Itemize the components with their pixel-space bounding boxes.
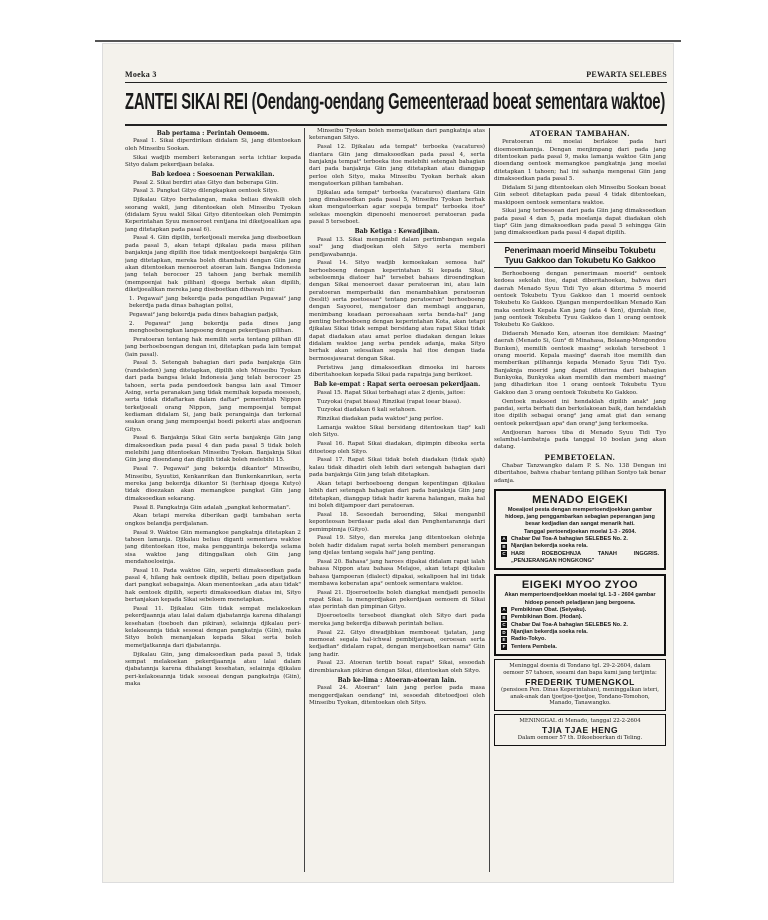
section-heading: Bab Ketiga : Kewadjiban. bbox=[354, 227, 440, 235]
paragraph: Akan tetapi mereka diberikan gadji tambahan serta ongkos belandja perdjalanan. bbox=[125, 513, 301, 527]
masthead-rule bbox=[125, 82, 667, 83]
headline-rule bbox=[125, 124, 667, 126]
section-heading: Bab pertama : Perintah Oemoem. bbox=[156, 129, 270, 137]
school-admission-headline: Penerimaan moerid Minseibu Tokubetu Tyuu Gakkoo dan Tokubetu Ko Gakkoo bbox=[494, 242, 666, 268]
ad-list-item bbox=[501, 644, 659, 651]
item-text: Njanjian bekerdja soeka rela. bbox=[511, 543, 588, 550]
paragraph: Pasal 11. Djikalau Giin tidak sempat melakoekan pekerdjaannja atau lalai dalam djabatannja karena dihalangi kesehatan (toeboeh dan pikiran), selainnja djikalau peri-kelakoeannja tidak sesoeai dengan pangkatnja (Giin), maka Sityo boleh menanjakan kepada Sikai serta boleh memetjatkannja dari djabatannja. bbox=[125, 605, 301, 649]
paragraph: Pasal 23. Atoeran tertib boeat rapat² Sikai, sesoedah dirembiarakan pikiran dengan Sikai, ditentoekan oleh Sityo. bbox=[309, 660, 485, 674]
paragraph: Pasal 1. Sikai diperdirikan didalam Si, jang ditentoekan oleh Minseibu Sookan. bbox=[125, 138, 301, 152]
paragraph: Djikalau Gityo berhalangan, maka beliau diwakili oleh seorang wakil, jang ditentoekan oleh Minseibu Tyokan (didalam Syuu wakil Sikai Gityo ditentoekan oleh Pemimpin Keperintahan Syuu menoeroet rentjana ini diketjoealikan apa jang ditetapkan pada pasal 6). bbox=[125, 197, 301, 233]
newspaper-page bbox=[103, 44, 673, 882]
item-text: Chabar Dai Toa-A bahagian SELEBES No. 2. bbox=[511, 535, 628, 542]
column-divider bbox=[489, 128, 490, 872]
obituary-intro: Meninggal doenia di Tondano tgl. 29-2-2604, dalam oemoer 57 tahoen, soeami dan bapa kami jang tertjinta: bbox=[503, 663, 657, 677]
paragraph: 1. Pegawai² jang bekerdja pada pengadilan Pegawai² jang bekerdja pada dinas bahagian polisi, bbox=[129, 295, 301, 310]
item-letter-badge: A bbox=[502, 607, 506, 613]
obituary-name: TJIA TJAE HENG bbox=[541, 725, 619, 735]
paragraph: Tuzyokai diadakan 6 kali setahoen. bbox=[317, 407, 417, 414]
item-letter-badge: B bbox=[502, 543, 506, 549]
paragraph: Andjoeran haroes tiba di Menado Syuu Tidi Tyo selambat-lambatnja pada tanggal 10 boelan jang akan datang. bbox=[494, 429, 666, 451]
paragraph: Pasal 2. Sikai berdiri atas Gityo dan beberapa Giin. bbox=[133, 179, 279, 186]
ad-list-item bbox=[501, 636, 659, 643]
eigeki-myoo-zyoo-ad bbox=[494, 574, 666, 656]
school-admission-article bbox=[494, 271, 666, 452]
item-text: Radio-Tokyo. bbox=[511, 636, 547, 643]
item-text: HARI ROEBOEHNJA TANAH INGGRIS. „PENJERANGAN HONGKONG" bbox=[511, 550, 659, 564]
paragraph: Pasal 3. Pangkat Gityo dilengkapkan oentoek Sityo. bbox=[133, 188, 279, 195]
paragraph: Djoeroetoelis tersebeot diangkat oleh Sityo dari pada mereka jang bekerdja dibawah perintah beliau. bbox=[309, 613, 485, 627]
paragraph: Pasal 19. Sityo, dan mereka jang ditentoekan olehnja boleh hadir didalam rapat serta boleh memberi penerangan jang djelas tentang segala hal² jang penting. bbox=[309, 535, 485, 557]
paragraph: Oentoek maksoed ini hendaklah dipilih anak² jang pandai, serta berhati dan berkelakoean baik, dan hendaklah itoe dipilih sebagai orang² jang amat giat dan senang oentoek pekerdjaan apa² dan orang² jang terkemoeka. bbox=[494, 398, 666, 427]
ad-list-item bbox=[501, 551, 659, 566]
paragraph: Pasal 6. Banjaknja Sikai Giin serta banjaknja Giin jang dimaksoedkan pada pasal 4 dan pada pasal 5 tidak boleh melebihi jang ditentoekan Minseibu Tyokan. Banjaknja Sikai Giin jang dioendang dan dipilih tidak boleh melebihi 15. bbox=[125, 435, 301, 464]
paragraph: Pasal 8. Pangkatnja Giin adalah „pangkat kehormatan". bbox=[133, 504, 291, 511]
item-letter-badge: B bbox=[502, 614, 506, 620]
paragraph: Pasal 4. Giin dipilih, terketjoeali mereka jang diseboetkan pada pasal 5, akan tetapi djikalau pada masa pilihan banjaknja jang dipilih itoe tidak mentjoekoepi banjaknja Giin jang ditetapkan, mereka boleh ditambahi dengan Giin jang akan ditentoekan menoeroet atoeran lain. Bangsa Indonesia jang telah berocoer 25 tahoen jang berhak memilih (mempoenjai hak pilihan) djoega berhak akan dipilih, diketjoealikan mereka jang diseboetkan dibawah ini: bbox=[125, 235, 301, 293]
section-heading: Bab ke-empat : Rapat serta oeroesan pekerdjaan. bbox=[313, 380, 481, 388]
page-headline: ZANTEI SIKAI REI (Oendang-oendang Gemeenteraad boeat sementara waktoe) bbox=[125, 88, 666, 114]
paragraph: Peratoeran tentang hak memilih serta tentang pilihan dll jang berhoeboengan dengan ini, ditetapkan pada lain tempat (lain pasal). bbox=[125, 336, 301, 358]
item-text: Pembikinan Bom. (Hodan). bbox=[511, 614, 583, 621]
ad-list-item bbox=[501, 543, 659, 550]
item-letter-badge: A bbox=[502, 536, 506, 542]
paragraph: Peristiwa jang dimaksoedkan dimoeka ini haroes diberitahoekan kepada Sikai pada rapatnja jang berikoet. bbox=[309, 364, 485, 378]
paragraph: Djikalau ada tempat² terboeka (vacatures) diantara Giin jang dimaksoedkan pada pasal 5, Minseibu Tyokan berhak akan mengatoerkan agar soepaja tempat² terboeka itoe² selekas moengkin dipenoehi menoeroet peratoeran pada pasal 5 terseboet. bbox=[309, 189, 485, 226]
ad-items bbox=[501, 607, 659, 651]
paragraph: Pasal 17. Rapat Sikai tidak boleh diadakan (tidak sjah) kalau tidak dihadiri oleh lebih dari setengah bahagian dari pada banjaknja Giin jang telah ditetapkan. bbox=[309, 457, 485, 479]
paragraph: Pasal 24. Atoeran² lain jang perloe pada masa menggerdjakan oendang² ini, sesoedah ditetoedjoei oleh Minseibu Tyokan, ditentoekan oleh Sityo. bbox=[309, 685, 485, 707]
item-letter-badge: F bbox=[502, 644, 506, 650]
masthead bbox=[125, 70, 667, 82]
paragraph: Rinzikai diadakan pada waktoe² jang perloe. bbox=[317, 416, 444, 423]
paragraph: Pegawai² jang bekerdja pada dines bahagian padjak, bbox=[129, 311, 279, 318]
paragraph: Pasal 18. Sesoedah beroending, Sikai menganbil keponteosan berdasar pada akal dan Penghentarannja dari pemimpinnja (Gityo). bbox=[309, 511, 485, 533]
ad-list-item bbox=[501, 622, 659, 629]
article-column-3 bbox=[494, 128, 666, 874]
ad-list-item bbox=[501, 614, 659, 621]
obituary-notice-1 bbox=[494, 659, 666, 711]
paragraph: Tuzyokai (rapat biasa) Rinzikai (rapat loear biasa). bbox=[317, 398, 461, 405]
paragraph: Pasal 14. Sityo wadjib kemoekakan semoea hal² berhoeboeng dengan keperintahan Si kepada Sikai, sebeloemnja diatoer hal² tersebet bahaes diroendingkan dengan Sikai menoeroet dasar peratoeran ini, atau lain peratoeran memperbaiki dan menambahkan peratoeran (beslit) serta poetoesan² tentang peratoeran² berhoeboeng dengan Sayoorei, mengatoer dan membagi anggaran, menimbang keadaan peroesahaan serta benda-hal² jang penting berhoeboeng dengan keperintahan Kota, akan tetapi djikalau Sikai tidak sempat bersidang atau rapat Sikai tidak dapat diadakan atau amat perloe diadakan dengan lekas didalam waktoe jang serba pendek adanja, maka Sityo berhak akan selesaikan segala hal itoe dengan tiada bermoesjawarat dengan Sikai. bbox=[309, 260, 485, 362]
page-number: Moeka 3 bbox=[125, 70, 157, 79]
newspaper-name: PEWARTA SELEBES bbox=[586, 70, 667, 79]
paragraph: Sikai wadjib memberi keterangan serta ichtiar kepada Sityo dalam pekerdjaan belaka. bbox=[125, 154, 301, 168]
item-text: Chabar Dai Toa-A bahagian SELEBES No. 2. bbox=[511, 621, 628, 628]
paragraph: Minseibu Tyokan boleh memetjatkan dari pangkatnja atas keterangan Sityo. bbox=[309, 128, 485, 142]
item-letter-badge: C bbox=[502, 551, 506, 557]
item-text: Pembikinan Obat. (Seiyaku). bbox=[511, 606, 587, 613]
obituary-details: Dalam oemoer 57 th. Dikoeboerkan di Teling. bbox=[517, 735, 643, 741]
item-letter-badge: D bbox=[502, 629, 506, 635]
ad-items bbox=[501, 536, 659, 566]
correction-title: PEMBETOELAN. bbox=[544, 452, 616, 462]
paragraph: Pasal 15. Rapat Sikai terbahagi atas 2 djenis, jaitoe: bbox=[317, 389, 466, 396]
correction-text: Chabar Tanzwangko dalam P. S. No. 138 Dengan ini diberitahoe, bahwa chabar tentang pilihan Sontyo tak benar adanja. bbox=[494, 462, 666, 484]
ad-title: MENADO EIGEKI bbox=[532, 493, 628, 506]
item-text: Tentera Pembela. bbox=[511, 643, 557, 650]
paragraph: Lamanja waktoe Sikai bersidang ditentoekan tiap² kali oleh Sityo. bbox=[309, 425, 485, 439]
obituary-notice-2 bbox=[494, 714, 666, 746]
paragraph: Pasal 7. Pegawai² jang bekerdja dikantor² Minseibu, Minseibu, Syuutizi, Kenkanrikan dan Bunkenkanrikan, serta mereka jang bekerdja dikantor Si (terhisap djoega Kutyo) tidak dioezakan akan memangkoe pangkat Giin jang dimaksoedkan sekarang. bbox=[125, 466, 301, 502]
section-heading: Bab ke-lima : Atoeran-atoeran lain. bbox=[337, 676, 457, 684]
paragraph: Pasal 13. Sikai mengambil dalam pertimbangan segala soal² jang diadjoekan oleh Sityo serta memberi pendjawabannja. bbox=[309, 236, 485, 258]
article-column-2 bbox=[309, 128, 485, 874]
paragraph: Didaerah Menado Ken, atoeran itoe demikian: Masing² daerah (Menado Si, Gun² di Minahasa, Bolaang-Mongondou Bunken), memilih oentoek masing² sekolah tersebeot 1 orang moerid. Kepala masing² daerah itoe memilih dan memberikan pilihannja kepada Menado Syuu Tidi Tyo. Banjaknja moerid jang dapat diterima dari bahagian Bunkyoka, Bunkyoka akan memilih dan memberi masing² jang dihadirkan itoe 1 orang oentoek Tokubetu Tyuu Gakkoo dan 3 orang oentoek Tokubetu Ko Gakkoo. bbox=[494, 331, 666, 396]
paragraph: Berhoeboeng dengan penerimaan moerid² oentoek kedoea sekolah itoe, dapat diberitahoekan, bahwa dari daerah Menado Syuu Tidi Tyo akan diterima 5 moerid oentoek Tokubetu Tyuu Gakkoo dan 1 moerid oentoek Tokubetu Ko Gakkoo. Djangan menperdoelikan Menado Kan maka oentoek Kepala Kan jang (ada 4 Ken), djumlah itoe, jang oentoek Tokubetu Tyuu Gakkoo dan 1 orang oentoek Tokubetu Ko Gakkoo. bbox=[494, 270, 666, 329]
ad-intro: Moeaijoel pesta dengan mempertoendjoekkan gambar hidoep, jang penggambarkan sebagian peperangan jang besar kedjadian dan sangat menarik hati. bbox=[505, 506, 655, 528]
atoeran-tambahan-section bbox=[494, 130, 666, 238]
menado-eigeki-ad bbox=[494, 489, 666, 570]
paragraph: Pasal 5. Setengah bahagian dari pada banjaknja Giin (randsleden) jang ditetapkan, dipilih oleh Minseibu Tyokan dari pada bangsa lelaki Indonesia jang telah berocoer 25 tahoen, serta pada pendoedoek bangsa lain asal Timoer Asing, serta peranakan jang tidak memihak kepada moesoeh, serta tidak didaftarkan dalam daftar² pemerintah Nippon terketjoeali orang Nippon, jang mempoenjai tempat kediaman didalam Si, jang baik perangainja dan terkenal seakan orang jang mempoenjai boedi pekerti atas andjoeran Gityo. bbox=[125, 360, 301, 433]
ad-date: Tanggal pertoendjoekan moelai 1-3 - 2604. bbox=[523, 528, 637, 535]
paragraph: Pasal 10. Pada waktoe Giin, seperti dimaksoedkan pada pasal 4, hilang hak oentoek dipilih, beliau poen dipetjatkan dari pangkat sebagainja. Akan menentoekan „ada atau tidak" hak oentoek dipilih, seperti dimaksoedkan diatas ini, Sityo bertanjakan kepada Sikai sebeloem menetapkan. bbox=[125, 567, 301, 604]
item-text: Njanjian bekerdja soeka rela. bbox=[511, 629, 588, 635]
ad-intro: Akan mempertoendjoekkan moelai tgl. 1-3 - 2604 gambar hidoep penoeh peladjaran jang bergoena. bbox=[504, 592, 656, 606]
item-letter-badge: E bbox=[502, 636, 506, 642]
column-divider bbox=[304, 128, 305, 872]
ad-list-item bbox=[501, 629, 659, 636]
paragraph: Sikai jang terbesoean dari pada Giin jang dimaksoedkan pada pasal 4 dan 5, pada moelanja dapat diadakan oleh tiap² Giin jang dimaksoedkan pada pasal 5 sehingga Giin jang dimaksoedkan pada pasal 4 dapat dipilih. bbox=[494, 208, 666, 237]
paragraph: Peratoeran mi moelai berlakoe pada hari dioemoemkannja. Dengan menjimpang dari pada jang ditentoekan pada pasal 9, maka lamanja waktoe Giin jang dioendang oentoek memangkoe pangkatnja jang moelai ditetapkan 1 tahoen; hal ini sahanja mengenai Giin jang dimaksoedkan pada pasal 5. bbox=[494, 139, 666, 183]
paragraph: Pasal 20. Bahasa² jang haroes dipakai didalam rapat ialah bahasa Nippon atau bahasa Melajoe, akan tetapi djikalau bahasa tjampoeran (dialect) dipakai, sekalipoen hal ini tidak membawa keberatan apa² oentoek sementara waktoe. bbox=[309, 558, 485, 587]
paragraph: Djikalau Giin, jang dimaksoedkan pada pasal 5, tidak sempat melakoekan pekerdjaannja atau lalai dalam djabatannja karena dihalangi kesehatan, selainnja djikalau peri-kelakoeannja tidak sesoeai dengan pangkatnja (Giin), maka bbox=[125, 651, 301, 687]
paragraph: Pasal 16. Rapat Sikai diadakan, dipimpin dibeoka serta ditoetoep oleh Sityo. bbox=[309, 441, 485, 455]
paragraph: Pasal 12. Djikalau ada tempat² terboeka (vacatures) diantara Giin jang dimaksoedkan pada pasal 4, serta banjaknja tempat² terboeka itoe melebihi setengah bahagian dari pada banjaknja Giin jang ditetapkan atau dianggap perloe oleh Sityo, maka Minseibu Tyokan berhak akan mengatoerkan pilihan tambahan. bbox=[309, 144, 485, 187]
obituary-details: (pensioen Pen. Dinas Keperintahan), meninggalkan isteri, anak-anak dan tjoetjoe-tjoetjoe, Tondano-Tomohon, Manado, Tanawangko. bbox=[501, 686, 659, 707]
paragraph: Pasal 21. Djoeroetoelis boleh diangkat mendjadi penoelis rapat Sikai. Ia mengerdjakan pekerdjaan oemoem di Sikai atas perintah dan pimpinan Gityo. bbox=[309, 589, 485, 611]
paragraph: Akan tetapi berhoeboeng dengan kepentingan djikalau lebih dari setengah bahagian dari pada banjaknja Giin jang ditetapkan, dianggap tidak hadir karena halangan, maka hal ini boleh ditjampoer dari peratoeran. bbox=[309, 480, 485, 509]
paragraph: 2. Pegawai² jang bekerdja pada dines jang menghoeboengkan langsoeng dengan pekerdjaan pilihan. bbox=[129, 320, 301, 335]
paragraph: Didalam Si jang ditentoekan oleh Minseibu Sookan boeat Giin sebeot ditetapkan pada pasal 4 tidak ditentoekan, maskipoen oentoek sementara waktoe. bbox=[494, 184, 666, 206]
paragraph: Pasal 9. Waktoe Giin memangkoe pangkatnja ditetapkan 2 tahoen lamanja. Djikalau beliau diganti sementara waktoe jang ditentoekan itoe, maka penggantinja bekerdja selama sisa waktoe jang ditinggalkan oleh Giin jang mendahoeloeinja. bbox=[125, 529, 301, 565]
ad-list-item bbox=[501, 536, 659, 543]
obituary-name: FREDERIK TUMENGKOL bbox=[525, 676, 635, 687]
item-letter-badge: C bbox=[502, 622, 506, 628]
paragraph: Pasal 22. Gityo diwadjibkan memboeat tjatatan, jang memoeat segala hal-ichwal pembitjaraan, oeroesan serta kedjadian² didalam rapat, dengan menjeboetkan nama² Giin jang hadir. bbox=[309, 629, 485, 658]
section-heading: ATOERAN TAMBAHAN. bbox=[529, 129, 631, 138]
article-column-1 bbox=[125, 128, 301, 874]
obituary-intro: MENINGGAL di Menado, tanggal 22-2-2604 bbox=[519, 718, 641, 725]
section-heading: Bab kedoea : Soesoenan Perwakilan. bbox=[151, 170, 275, 178]
ad-title: EIGEKI MYOO ZYOO bbox=[521, 579, 639, 592]
ad-list-item bbox=[501, 607, 659, 614]
